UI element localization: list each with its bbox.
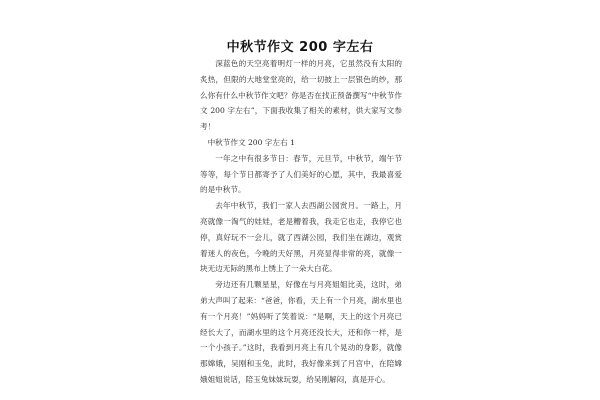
document-body (200, 56, 402, 388)
body-paragraph: 旁边还有几颗星星，好像在与月亮姐姐比美，这时，弟弟大声叫了起来：“爸爸，你看，天上有一个月亮，湖水里也有一个月亮！”妈妈听了笑着说：“是啊，天上的这个月亮已经长大了，而湖水里的这个月亮还没长大，还和你一样，是一个小孩子。”这时，我看到月亮上有几个晃动的身影，就像那嫦娥，吴刚和玉兔，此时，我好像来到了月宫中，在陪嫦娥姐姐说话，陪玉兔妹妹玩耍，给吴刚解闷，真是开心。 (200, 280, 402, 384)
document-title: 中秋节作文 200 字左右 (226, 40, 374, 55)
intro-paragraph: 深蓝色的天空亮着明灯一样的月亮，它虽然没有太阳的炙热，但限的大地堂堂亮的，给一切披上一层银色的纱，那么你有什么中秋节作文吧？你是否在找正预备撰写“中秋节作文 200 字左右”，下面我收集了相关的素材，供大家写文参考！ (200, 59, 402, 132)
section-heading: 中秋节作文 200 字左右 1 (207, 137, 295, 147)
body-paragraph: 去年中秋节，我们一家人去西湖公园赏月。一路上，月亮就像一淘气的娃娃，老是糟着我，我走它也走，我停它也停，真好玩不一会儿，就了西湖公园，我们坐在湖边，观赏着迷人的夜色，今晚的天好黑，月亮显得非常的亮，就像一块无边无际的黑布上绣上了一朵大白花。 (200, 201, 402, 274)
body-paragraph: 一年之中有很多节日：春节，元旦节，中秋节，端午节等等，每个节日都寄予了人们美好的心愿，其中，我最喜爱的是中秋节。 (200, 153, 402, 195)
